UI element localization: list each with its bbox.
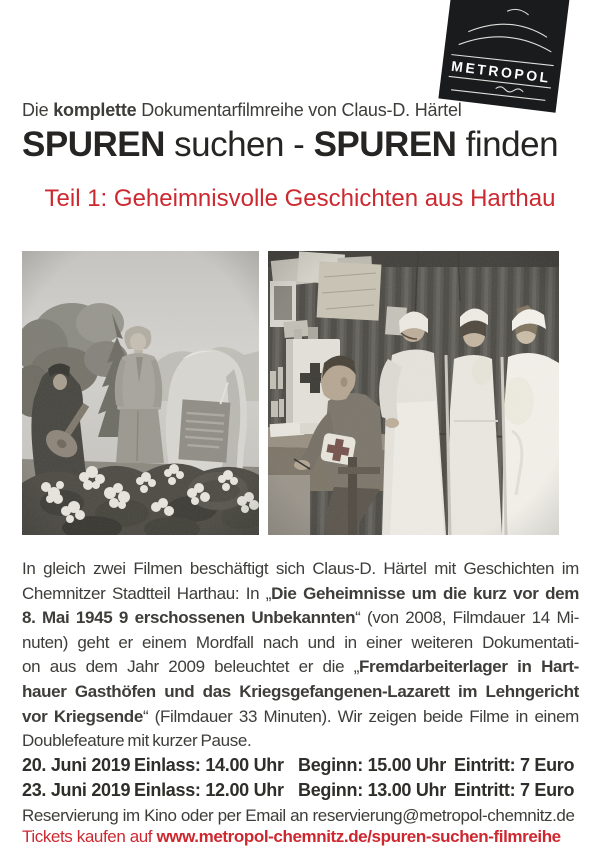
schedule-einlass: Einlass: 14.00 Uhr: [134, 755, 284, 775]
logo-roof-lines: [448, 2, 560, 102]
schedule-eintritt: Eintritt: 7 Euro: [454, 780, 575, 801]
schedule-eintritt: Eintritt: 7 Euro: [454, 755, 575, 775]
schedule-row: [22, 780, 579, 805]
reservation-line: Reservierung im Kino oder per Email an reservierung@metropol-chemnitz.de: [22, 806, 575, 825]
body-paragraph: [22, 557, 579, 754]
body-line: on aus dem Jahr 2009 beleuchtet er die „Fremdarbeiterlager in Hart-: [22, 657, 579, 677]
logo-wordmark: METROPOL: [450, 57, 552, 86]
body-line: Chemnitzer Stadtteil Harthau: In „Die Geheimnisse um die kurz vor dem: [22, 583, 579, 603]
body-line: nuten) geht er einem Mordfall nach und in einer weiteren Dokumentati-: [22, 632, 579, 652]
schedule-date: 20. Juni 2019: [22, 755, 131, 775]
metropol-logo: [438, 0, 571, 113]
body-line: 8. Mai 1945 9 erschossenen Unbekannten“ (von 2008, Filmdauer 14 Mi-: [22, 608, 580, 628]
body-line: hauer Gasthöfen und das Kriegsgefangenen-Lazarett im Lehngericht: [22, 681, 579, 701]
main-title: SPUREN suchen - SPUREN finden: [22, 125, 559, 164]
kicker-line: Die komplette Dokumentarfilmreihe von Claus-D. Härtel: [22, 100, 462, 120]
schedule-beginn: Beginn: 13.00 Uhr: [298, 780, 446, 801]
logo-artwork: [438, 0, 571, 113]
schedule-table: [22, 755, 579, 806]
body-line: Doublefeature mit kurzer Pause.: [22, 731, 252, 751]
photo-red-cross-station: [268, 251, 559, 535]
schedule-einlass: Einlass: 12.00 Uhr: [134, 780, 284, 801]
body-line: In gleich zwei Filmen beschäftigt sich Claus-D. Härtel mit Geschichten im: [22, 559, 579, 578]
tickets-line: Tickets kaufen auf www.metropol-chemnitz.de/spuren-suchen-filmreihe: [22, 827, 561, 846]
photo-memorial-ceremony: [22, 251, 259, 535]
subtitle-red: Teil 1: Geheimnisvolle Geschichten aus Harthau: [44, 185, 556, 212]
schedule-row: [22, 755, 579, 780]
schedule-beginn: Beginn: 15.00 Uhr: [298, 755, 446, 775]
schedule-date: 23. Juni 2019: [22, 780, 131, 801]
body-line: vor Kriegsende“ (Filmdauer 33 Minuten). Wir zeigen beide Filme in einem: [22, 706, 579, 726]
